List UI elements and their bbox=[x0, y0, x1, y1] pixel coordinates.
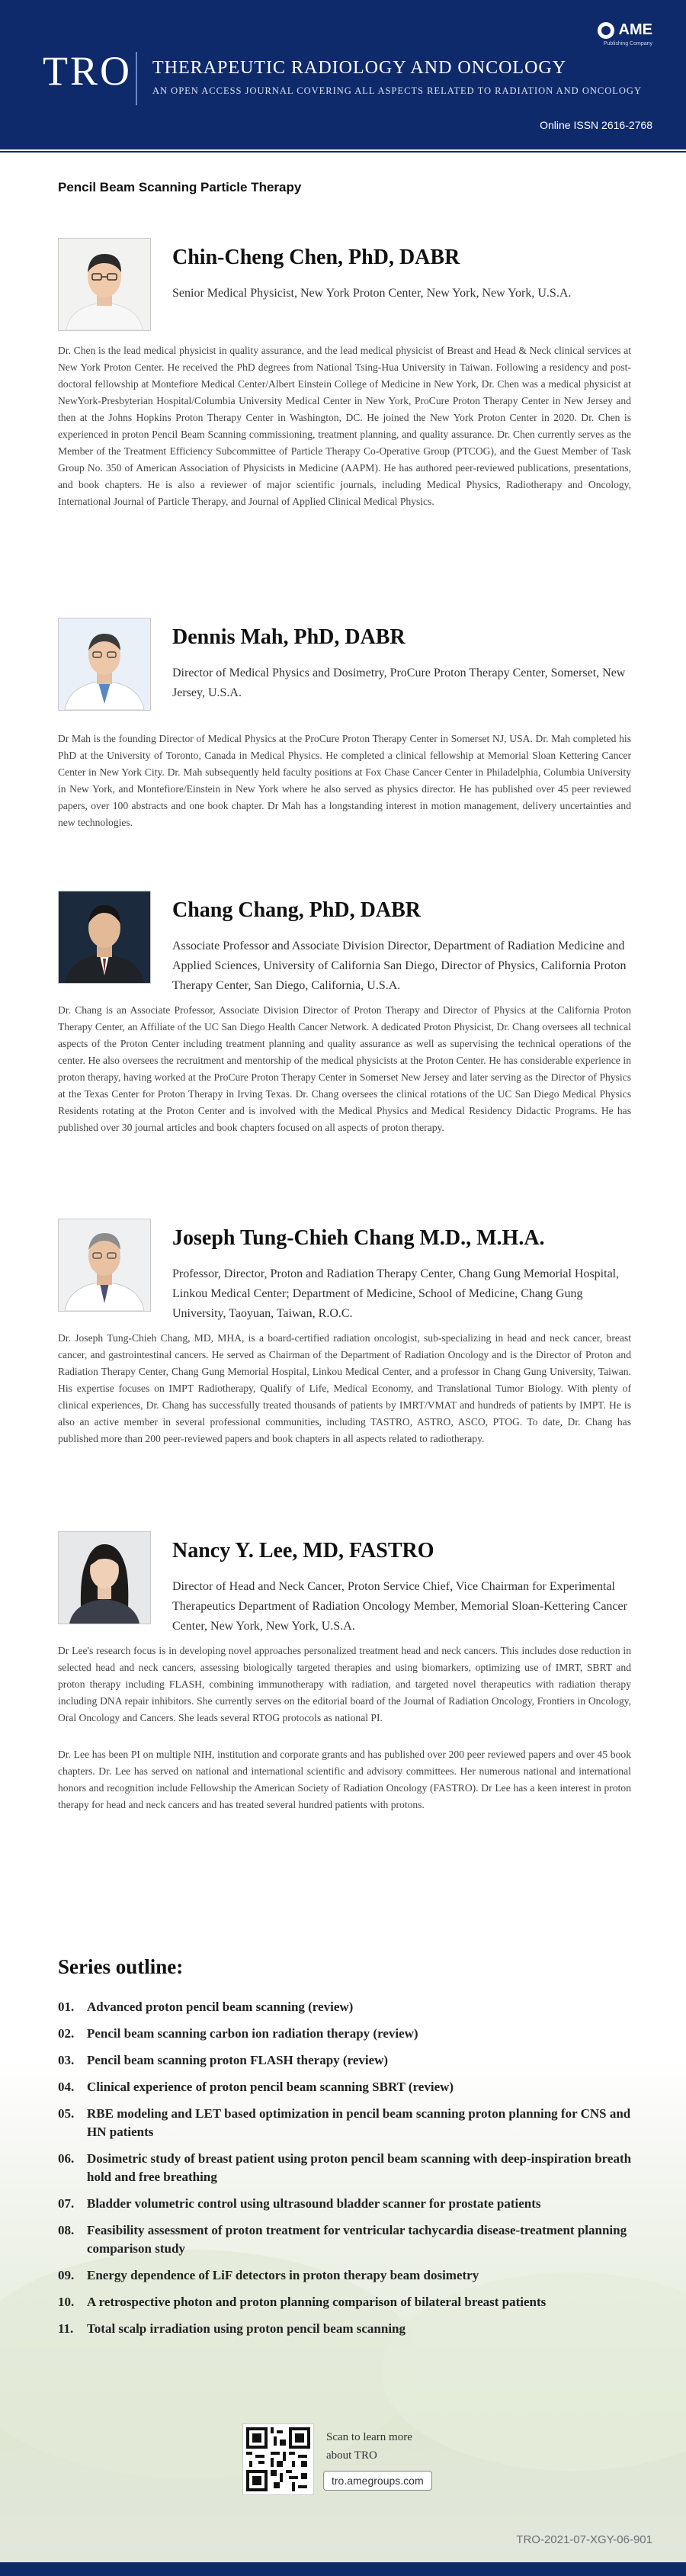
editor-bio: Dr. Chang is an Associate Professor, Associate Division Director of Proton Therapy and Director of Physics at the California Proton Therapy Center, an Affiliate of the UC San Diego Health Cancer Network. A dedicated Proton Physicist, Dr. Chang oversees all technical aspects of the Proton Center including treatment planning and quality assurance as well as supervising the technical operations of the center. He also oversees the recruitment and mentorship of the medical physicists at the Proton Center. He has considerable experience in proton therapy, having worked at the ProCure Proton Therapy Center in Somerset New Jersey and later serving as the Director of Physics at the Texas Center for Proton Therapy in Irving Texas. Dr. Chang oversees the clinical rotations of the UC San Diego Medical Physics Residents rotating at the Proton Center and is involved with the Medical Physics and Medical Residency Didactic Programs. He has published over 30 journal articles and book chapters focused on all aspects of proton therapy. bbox=[58, 1004, 631, 1133]
series-outline-list bbox=[58, 1998, 637, 2338]
journal-subtitle: AN OPEN ACCESS JOURNAL COVERING ALL ASPECTS RELATED TO RADIATION AND ONCOLOGY bbox=[152, 85, 642, 96]
outline-item-number: 08. bbox=[58, 2223, 75, 2237]
header-rule bbox=[0, 145, 686, 149]
editor-bio: Dr. Chen is the lead medical physicist in quality assurance, and the lead medical physicist of Breast and Head & Neck clinical services at New York Proton Center. He received the PhD degrees from National Tsing-Hua University in Taiwan. Following a residency and post-doctoral fellowship at Montefiore Medical Center/Albert Einstein College of Medicine in New York, Dr. Chen was a medical physicist at NewYork-Presbyterian Hospital/Columbia University Medical Center in New York, ProCure Proton Therapy Center in New Jersey and then at the Johns Hopkins Proton Therapy Center in Washington, DC. He joined the New York Proton Center in 2020. Dr. Chen is experienced in proton Pencil Beam Scanning commissioning, treatment planning, and quality assurance. Dr. Chen currently serves as the Member of the Treatment Efficiency Subcommittee of Particle Therapy Co-Operative Group (PTCOG), and the Guest Member of Task Group No. 350 of American Association of Physicists in Medicine (AAPM). He has authored peer-reviewed publications, presentations, and book chapters. He is also a reviewer of major scientific journals, including Medical Physics, Radiotherapy and Oncology, International Journal of Particle Therapy, and Journal of Applied Clinical Medical Physics. bbox=[58, 345, 631, 507]
header-divider bbox=[136, 52, 137, 105]
outline-item-number: 07. bbox=[58, 2196, 75, 2211]
outline-item-text: Bladder volumetric control using ultrasound bladder scanner for prostate patients bbox=[87, 2196, 541, 2211]
ame-logo-icon bbox=[598, 22, 614, 39]
editor-affiliation: Associate Professor and Associate Division Director, Department of Radiation Medicine and Applied Sciences, University of California San Diego, Director of Physics, California Proton Therapy Center, San Diego, California, U.S.A. bbox=[172, 940, 627, 992]
series-topic: Pencil Beam Scanning Particle Therapy bbox=[58, 180, 302, 194]
editor-photo bbox=[58, 1531, 151, 1624]
outline-item-number: 01. bbox=[58, 1999, 75, 2014]
editor-name: Joseph Tung-Chieh Chang M.D., M.H.A. bbox=[172, 1226, 545, 1250]
outline-item-number: 06. bbox=[58, 2151, 75, 2166]
outline-item bbox=[58, 2105, 637, 2141]
outline-item bbox=[58, 2320, 637, 2338]
journal-url-link[interactable]: tro.amegroups.com bbox=[323, 2471, 432, 2491]
outline-item-text: Energy dependence of LiF detectors in proton therapy beam dosimetry bbox=[87, 2268, 479, 2282]
outline-item-text: Advanced proton pencil beam scanning (review) bbox=[87, 1999, 354, 2014]
outline-item-number: 05. bbox=[58, 2106, 75, 2121]
scan-prompt-2: about TRO bbox=[326, 2449, 377, 2462]
issn: Online ISSN 2616-2768 bbox=[540, 119, 652, 131]
document-code: TRO-2021-07-XGY-06-901 bbox=[516, 2533, 652, 2546]
outline-item-number: 03. bbox=[58, 2053, 75, 2067]
outline-item-text: A retrospective photon and proton planning comparison of bilateral breast patients bbox=[87, 2295, 547, 2309]
editor-affiliation: Director of Head and Neck Cancer, Proton Service Chief, Vice Chairman for Experimental Therapeutics Department of Radiation Oncology Member, Memorial Sloan-Kettering Cancer Center, New York, New York, U.S.A. bbox=[172, 1580, 627, 1633]
outline-item bbox=[58, 2025, 637, 2043]
outline-item-text: Clinical experience of proton pencil beam scanning SBRT (review) bbox=[87, 2080, 454, 2094]
outline-item bbox=[58, 2078, 637, 2096]
outline-item-text: Total scalp irradiation using proton pencil beam scanning bbox=[87, 2321, 406, 2336]
outline-item bbox=[58, 1998, 637, 2016]
editor-name: Chang Chang, PhD, DABR bbox=[172, 898, 421, 922]
publisher-subtitle: Publishing Company bbox=[603, 41, 652, 47]
outline-item-text: RBE modeling and LET based optimization in pencil beam scanning proton planning for CNS and HN patients bbox=[87, 2106, 631, 2139]
editor-name: Chin-Cheng Chen, PhD, DABR bbox=[172, 246, 460, 269]
editor-affiliation: Professor, Director, Proton and Radiation Therapy Center, Chang Gung Memorial Hospital, Linkou Medical Center; Department of Medicine, School of Medicine, Chang Gung University, Taoyuan, Taiwan, R.O.C. bbox=[172, 1267, 620, 1320]
editor-photo bbox=[58, 238, 151, 331]
outline-item bbox=[58, 2051, 637, 2070]
series-outline-title: Series outline: bbox=[58, 1955, 184, 1978]
outline-item bbox=[58, 2293, 637, 2311]
outline-item-number: 02. bbox=[58, 2026, 75, 2041]
editor-bio: Dr. Joseph Tung-Chieh Chang, MD, MHA, is a board-certified radiation oncologist, sub-specializing in head and neck cancer, breast cancer, and gastrointestinal cancers. He served as Chairman of the Department of Radiation Oncology and is the Director of Proton and Radiation Therapy Center, Chang Gung Memorial Hospital, Linkou Medical Center, and a professor in Chang Gung University, Taiwan. His expertise focuses on IMPT Radiotherapy, Qualify of Life, Medical Economy, and Translational Tumor Biology. With plenty of clinical experiences, Dr. Chang has successfully treated thousands of patients by IMRT/VMAT and hundreds of patients by IMPT. He is also an active member in several professional communities, including TASTRO, ASTRO, ASCO, PTOG. To date, Dr. Chang has published more than 200 peer-reviewed papers and book chapters in all aspects related to radiotherapy. bbox=[58, 1332, 631, 1444]
editor-name: Dennis Mah, PhD, DABR bbox=[172, 625, 406, 649]
outline-item bbox=[58, 2221, 637, 2258]
publisher-logo bbox=[598, 21, 652, 39]
outline-item-number: 10. bbox=[58, 2295, 75, 2309]
editor-photo bbox=[58, 1219, 151, 1312]
editor-photo bbox=[58, 618, 151, 711]
outline-item bbox=[58, 2266, 637, 2285]
editor-photo bbox=[58, 891, 151, 984]
editor-bio: Dr Lee's research focus is in developing novel approaches personalized treatment head and neck cancers. This includes dose reduction in selected head and neck cancers, assessing biologically targeted therapies and using biomarkers, optimizing use of IMRT, SBRT and proton therapy including FLASH, combining immunotherapy with radiation, and targeted novel therapeutics with radiation therapy including DNA repair inhibitors. She currently serves on the editorial board of the Journal of Radiation Oncology, Frontiers in Oncology, Oral Oncology and Cancers. She leads several RTOG protocols as national PI. bbox=[58, 1645, 631, 1723]
header-rule-thin bbox=[0, 151, 686, 153]
journal-abbreviation: TRO bbox=[43, 48, 132, 94]
outline-item-text: Feasibility assessment of proton treatment for ventricular tachycardia disease-treatment planning comparison study bbox=[87, 2223, 627, 2256]
editor-affiliation: Director of Medical Physics and Dosimetry, ProCure Proton Therapy Center, Somerset, New Jersey, U.S.A. bbox=[172, 666, 626, 699]
outline-item bbox=[58, 2150, 637, 2186]
editor-bio-paragraph-2: Dr. Lee has been PI on multiple NIH, institution and corporate grants and has published over 200 peer reviewed papers and over 45 book chapters. Dr. Lee has served on national and international scientific and advisory committees. Her numerous national and international honors and recognition include Fellowship the American Society of Radiation Oncology (FASTRO). Dr Lee has a keen interest in proton therapy for head and neck cancers and has treated several hundred patients with protons. bbox=[58, 1749, 631, 1810]
scan-prompt: Scan to learn more bbox=[326, 2431, 412, 2443]
outline-item-text: Pencil beam scanning proton FLASH therapy (review) bbox=[87, 2053, 389, 2067]
outline-item bbox=[58, 2195, 637, 2213]
publisher-name: AME bbox=[618, 21, 652, 38]
editor-affiliation: Senior Medical Physicist, New York Proton Center, New York, New York, U.S.A. bbox=[172, 287, 572, 300]
outline-item-number: 04. bbox=[58, 2080, 75, 2094]
editor-name: Nancy Y. Lee, MD, FASTRO bbox=[172, 1539, 434, 1563]
journal-header bbox=[0, 0, 686, 145]
editor-bio: Dr Mah is the founding Director of Medical Physics at the ProCure Proton Therapy Center in Somerset NJ, USA. Dr. Mah completed his PhD at the University of Toronto, Canada in Medical Physics. He completed a clinical fellowship at Memorial Sloan Kettering Cancer Center in New York City. Dr. Mah subsequently held faculty positions at Fox Chase Cancer Center in Philadelphia, Columbia University in New York, and Montefiore/Einstein in New York where he also served as physics director. He has published over 45 peer reviewed papers, over 100 abstracts and one book chapter. Dr Mah has a longstanding interest in motion management, delivery uncertainties and new technologies. bbox=[58, 733, 631, 828]
outline-item-text: Pencil beam scanning carbon ion radiation therapy (review) bbox=[87, 2026, 418, 2041]
qr-code[interactable] bbox=[242, 2423, 314, 2495]
outline-item-number: 09. bbox=[58, 2268, 75, 2282]
footer-bar bbox=[0, 2562, 686, 2576]
journal-title: THERAPEUTIC RADIOLOGY AND ONCOLOGY bbox=[152, 58, 567, 78]
outline-item-text: Dosimetric study of breast patient using proton pencil beam scanning with deep-inspiration breath hold and free breathing bbox=[87, 2151, 632, 2184]
outline-item-number: 11. bbox=[58, 2321, 74, 2336]
